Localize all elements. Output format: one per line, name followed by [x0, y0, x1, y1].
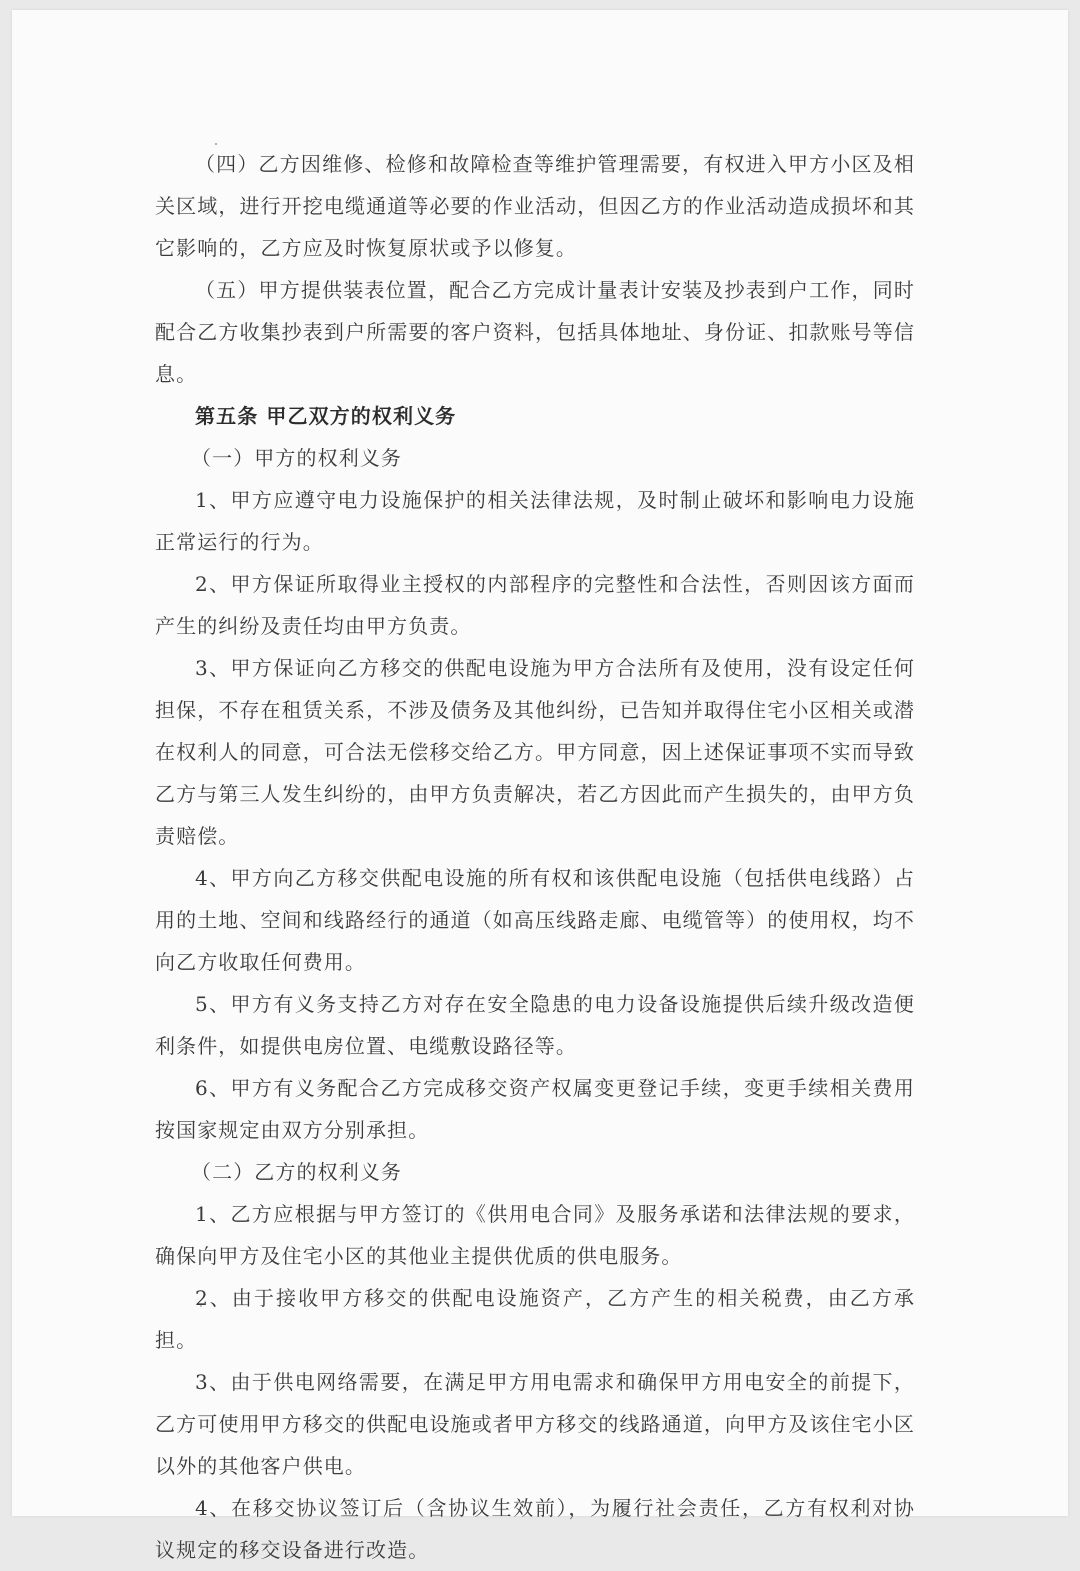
section-heading-article-5: 第五条 甲乙双方的权利义务 [195, 404, 457, 428]
paragraph-a-3: 3、甲方保证向乙方移交的供配电设施为甲方合法所有及使用，没有设定任何担保，不存在租赁关系，不涉及债务及其他纠纷，已告知并取得住宅小区相关或潜在权利人的同意，可合法无偿移交给乙方。甲方同意，因上述保证事项不实而导致乙方与第三人发生纠纷的，由甲方负责解决，若乙方因此而产生损失的，由甲方负责赔偿。 [155, 656, 915, 848]
subheading-party-b-rights: （二）乙方的权利义务 [191, 1160, 402, 1184]
paragraph-a-1: 1、甲方应遵守电力设施保护的相关法律法规，及时制止破坏和影响电力设施正常运行的行为。 [155, 488, 915, 554]
paragraph-clause-5: （五）甲方提供装表位置，配合乙方完成计量表计安装及抄表到户工作，同时配合乙方收集抄表到户所需要的客户资料，包括具体地址、身份证、扣款账号等信息。 [155, 278, 915, 386]
paragraph-a-6: 6、甲方有义务配合乙方完成移交资产权属变更登记手续，变更手续相关费用按国家规定由双方分别承担。 [155, 1076, 915, 1142]
paragraph-a-5: 5、甲方有义务支持乙方对存在安全隐患的电力设备设施提供后续升级改造便利条件，如提供电房位置、电缆敷设路径等。 [155, 992, 915, 1058]
paragraph-a-2: 2、甲方保证所取得业主授权的内部程序的完整性和合法性，否则因该方面而产生的纠纷及责任均由甲方负责。 [155, 572, 915, 638]
paragraph-b-3: 3、由于供电网络需要，在满足甲方用电需求和确保甲方用电安全的前提下，乙方可使用甲方移交的供配电设施或者甲方移交的线路通道，向甲方及该住宅小区以外的其他客户供电。 [155, 1370, 915, 1478]
paragraph-a-4: 4、甲方向乙方移交供配电设施的所有权和该供配电设施（包括供电线路）占用的土地、空间和线路经行的通道（如高压线路走廊、电缆管等）的使用权，均不向乙方收取任何费用。 [155, 866, 915, 974]
subheading-party-a-rights: （一）甲方的权利义务 [191, 446, 402, 470]
paragraph-b-2: 2、由于接收甲方移交的供配电设施资产，乙方产生的相关税费，由乙方承担。 [155, 1286, 915, 1352]
paragraph-clause-4: （四）乙方因维修、检修和故障检查等维护管理需要，有权进入甲方小区及相关区域，进行开挖电缆通道等必要的作业活动，但因乙方的作业活动造成损坏和其它影响的，乙方应及时恢复原状或予以修复。 [155, 152, 915, 260]
paragraph-b-1: 1、乙方应根据与甲方签订的《供用电合同》及服务承诺和法律法规的要求，确保向甲方及住宅小区的其他业主提供优质的供电服务。 [155, 1202, 915, 1268]
document-body [155, 143, 915, 1571]
paragraph-b-4: 4、在移交协议签订后（含协议生效前），为履行社会责任，乙方有权利对协议规定的移交设备进行改造。 [155, 1496, 915, 1562]
